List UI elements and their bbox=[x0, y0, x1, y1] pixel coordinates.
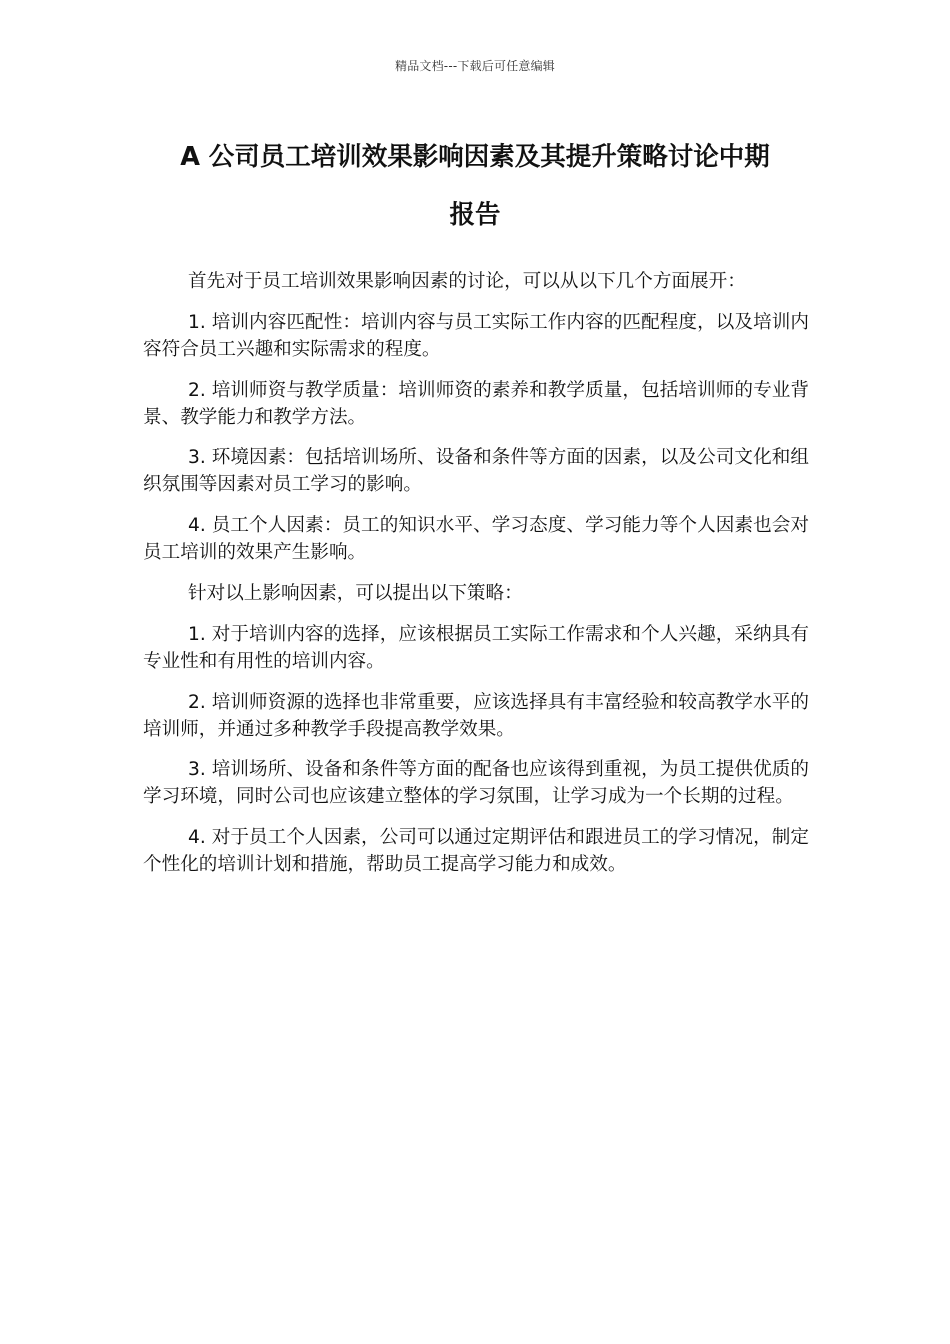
factor-personal: 4. 员工个人因素：员工的知识水平、学习态度、学习能力等个人因素也会对员工培训的效果产生影响。 bbox=[143, 515, 809, 564]
document-title bbox=[140, 128, 810, 244]
factor-environment: 3. 环境因素：包括培训场所、设备和条件等方面的因素，以及公司文化和组织氛围等因素对员工学习的影响。 bbox=[143, 447, 809, 496]
factor-trainer-quality: 2. 培训师资与教学质量：培训师资的素养和教学质量，包括培训师的专业背景、教学能力和教学方法。 bbox=[143, 379, 809, 428]
title-line-1: A 公司员工培训效果影响因素及其提升策略讨论中期 bbox=[180, 142, 770, 172]
strategy-personal: 4. 对于员工个人因素，公司可以通过定期评估和跟进员工的学习情况，制定个性化的培训计划和措施，帮助员工提高学习能力和成效。 bbox=[143, 827, 809, 876]
factor-content-match: 1. 培训内容匹配性：培训内容与员工实际工作内容的匹配程度，以及培训内容符合员工兴趣和实际需求的程度。 bbox=[143, 311, 809, 360]
strategy-environment: 3. 培训场所、设备和条件等方面的配备也应该得到重视，为员工提供优质的学习环境，同时公司也应该建立整体的学习氛围，让学习成为一个长期的过程。 bbox=[143, 759, 809, 808]
title-line-2: 报告 bbox=[449, 200, 501, 230]
strategy-intro-paragraph: 针对以上影响因素，可以提出以下策略： bbox=[188, 582, 523, 604]
header-note: 精品文档---下载后可任意编辑 bbox=[395, 59, 555, 73]
intro-paragraph: 首先对于员工培训效果影响因素的讨论，可以从以下几个方面展开： bbox=[188, 271, 746, 292]
document-body bbox=[143, 268, 809, 892]
strategy-trainer-selection: 2. 培训师资源的选择也非常重要，应该选择具有丰富经验和较高教学水平的培训师，并通过多种教学手段提高教学效果。 bbox=[143, 691, 809, 740]
strategy-content-selection: 1. 对于培训内容的选择，应该根据员工实际工作需求和个人兴趣，采纳具有专业性和有用性的培训内容。 bbox=[143, 623, 809, 672]
